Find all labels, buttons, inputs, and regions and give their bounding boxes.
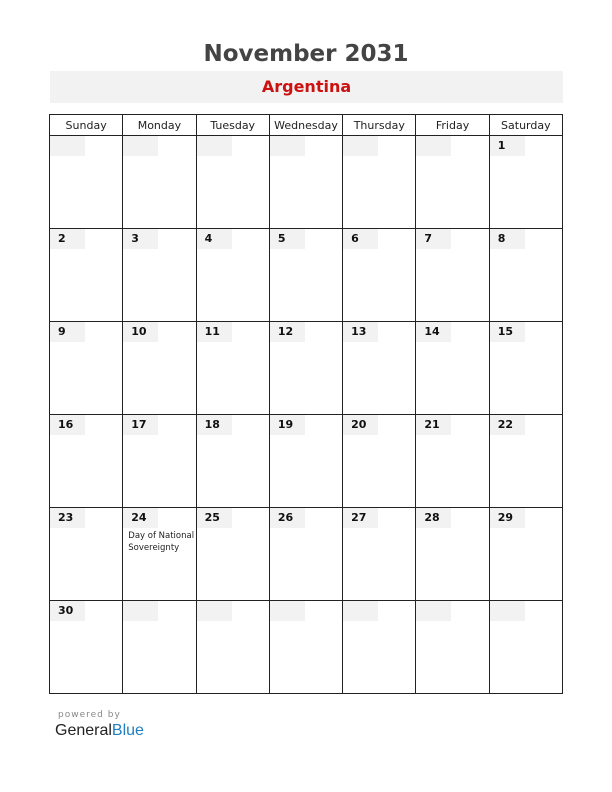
day-cell xyxy=(489,322,562,415)
day-number: 9 xyxy=(50,322,85,342)
holiday-label: Day of National Sovereignty xyxy=(128,531,195,553)
day-number: 19 xyxy=(270,415,305,435)
day-number: 23 xyxy=(50,508,85,528)
day-number xyxy=(343,136,378,156)
day-cell xyxy=(50,415,123,508)
day-cell xyxy=(196,229,269,322)
day-cell xyxy=(343,601,416,694)
day-number xyxy=(270,601,305,621)
day-cell xyxy=(123,229,196,322)
week-row xyxy=(50,322,563,415)
day-number: 7 xyxy=(416,229,451,249)
country-band xyxy=(50,71,563,103)
day-number: 4 xyxy=(197,229,232,249)
day-number: 21 xyxy=(416,415,451,435)
day-number: 8 xyxy=(490,229,525,249)
day-number: 5 xyxy=(270,229,305,249)
weekday-sunday: Sunday xyxy=(50,115,123,136)
day-cell xyxy=(416,601,489,694)
day-cell xyxy=(123,136,196,229)
day-cell xyxy=(489,508,562,601)
day-cell xyxy=(50,601,123,694)
logo-general: General xyxy=(55,722,112,739)
day-number: 29 xyxy=(490,508,525,528)
generalblue-logo xyxy=(55,721,144,741)
day-cell xyxy=(416,508,489,601)
day-cell xyxy=(489,601,562,694)
day-cell xyxy=(416,229,489,322)
day-cell xyxy=(123,322,196,415)
week-row xyxy=(50,601,563,694)
day-number: 18 xyxy=(197,415,232,435)
weekday-friday: Friday xyxy=(416,115,489,136)
day-cell xyxy=(196,601,269,694)
day-cell xyxy=(50,322,123,415)
day-cell xyxy=(269,508,342,601)
day-cell xyxy=(343,322,416,415)
day-number: 11 xyxy=(197,322,232,342)
day-cell xyxy=(196,322,269,415)
powered-by-text: powered by xyxy=(58,710,121,720)
day-cell xyxy=(50,229,123,322)
page-title: November 2031 xyxy=(203,41,409,67)
day-cell xyxy=(123,415,196,508)
day-number: 6 xyxy=(343,229,378,249)
day-cell xyxy=(269,415,342,508)
weekday-tuesday: Tuesday xyxy=(196,115,269,136)
weekday-thursday: Thursday xyxy=(343,115,416,136)
day-number: 2 xyxy=(50,229,85,249)
week-row xyxy=(50,229,563,322)
day-number: 24 xyxy=(123,508,158,528)
day-cell xyxy=(343,415,416,508)
logo-blue: Blue xyxy=(111,722,144,739)
day-number xyxy=(416,136,451,156)
day-number: 28 xyxy=(416,508,451,528)
weekday-saturday: Saturday xyxy=(489,115,562,136)
day-cell xyxy=(343,229,416,322)
day-number: 22 xyxy=(490,415,525,435)
day-number: 13 xyxy=(343,322,378,342)
week-row xyxy=(50,508,563,601)
day-number: 30 xyxy=(50,601,85,621)
calendar-grid xyxy=(49,114,563,694)
week-row xyxy=(50,136,563,229)
day-cell xyxy=(489,229,562,322)
weekday-wednesday: Wednesday xyxy=(269,115,342,136)
day-number: 27 xyxy=(343,508,378,528)
day-number xyxy=(123,601,158,621)
day-cell xyxy=(489,415,562,508)
day-number: 10 xyxy=(123,322,158,342)
week-row xyxy=(50,415,563,508)
day-cell xyxy=(196,508,269,601)
day-number: 14 xyxy=(416,322,451,342)
day-cell xyxy=(489,136,562,229)
day-cell xyxy=(269,322,342,415)
weekday-monday: Monday xyxy=(123,115,196,136)
day-cell xyxy=(269,601,342,694)
day-number xyxy=(50,136,85,156)
day-number xyxy=(416,601,451,621)
day-cell xyxy=(416,136,489,229)
day-number: 3 xyxy=(123,229,158,249)
day-cell xyxy=(196,136,269,229)
day-cell xyxy=(269,229,342,322)
day-number: 16 xyxy=(50,415,85,435)
day-number: 25 xyxy=(197,508,232,528)
day-cell xyxy=(196,415,269,508)
day-number: 1 xyxy=(490,136,525,156)
day-cell xyxy=(416,415,489,508)
weekday-header-row xyxy=(50,115,563,136)
day-number: 26 xyxy=(270,508,305,528)
day-number: 12 xyxy=(270,322,305,342)
country-name: Argentina xyxy=(261,77,352,96)
day-cell xyxy=(50,136,123,229)
day-number xyxy=(490,601,525,621)
day-number: 20 xyxy=(343,415,378,435)
day-number xyxy=(270,136,305,156)
day-cell xyxy=(123,508,196,601)
day-cell xyxy=(343,508,416,601)
day-number xyxy=(343,601,378,621)
day-cell xyxy=(269,136,342,229)
day-number: 17 xyxy=(123,415,158,435)
day-cell xyxy=(123,601,196,694)
day-number xyxy=(197,136,232,156)
day-number xyxy=(197,601,232,621)
day-cell xyxy=(50,508,123,601)
day-number: 15 xyxy=(490,322,525,342)
day-cell xyxy=(343,136,416,229)
day-cell xyxy=(416,322,489,415)
day-number xyxy=(123,136,158,156)
